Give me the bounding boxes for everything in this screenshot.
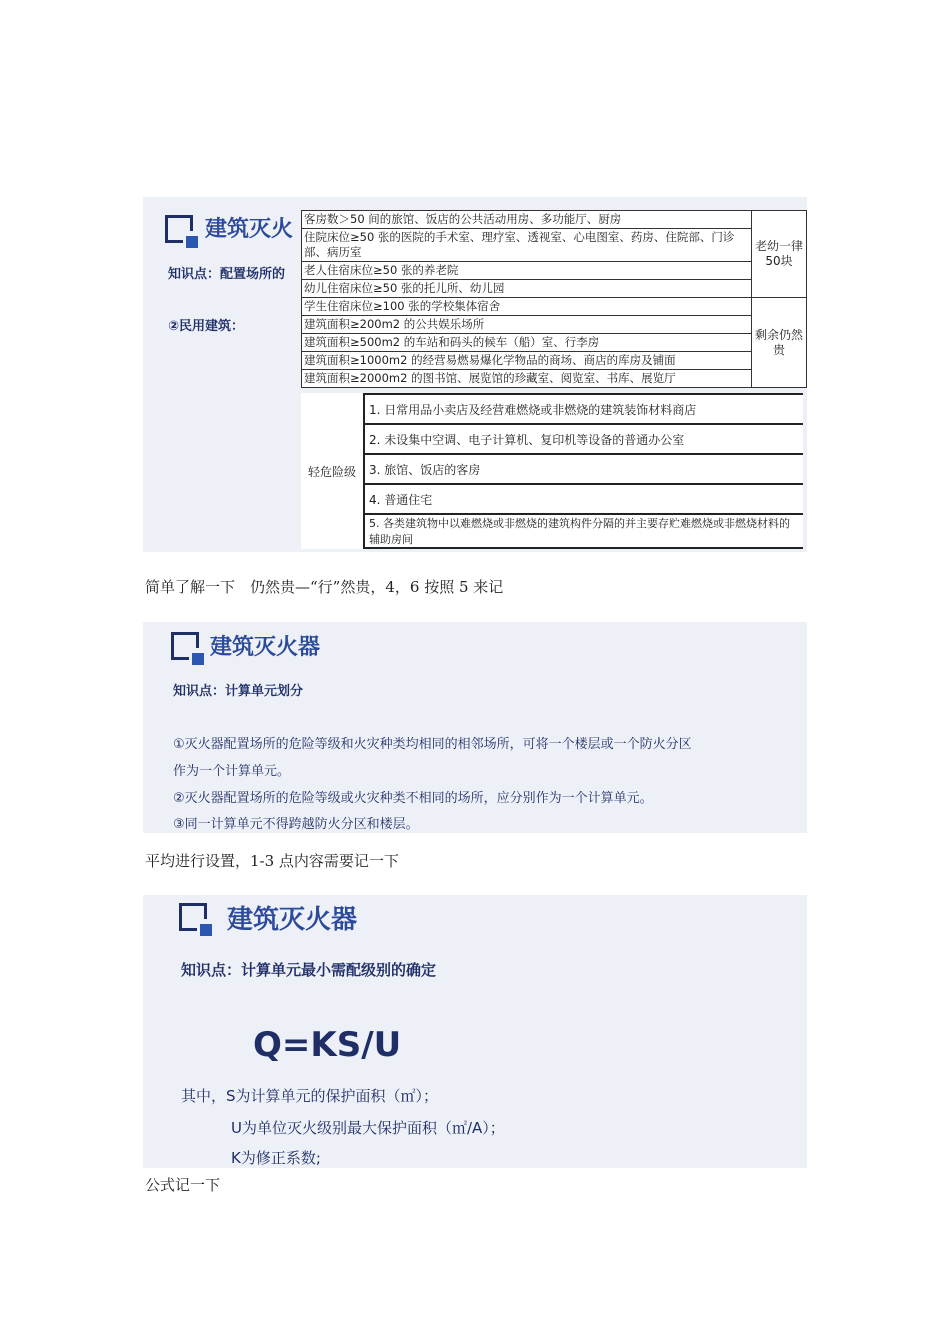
formula-note: 其中，S为计算单元的保护面积（㎡）； xyxy=(181,1087,439,1105)
slide-3 xyxy=(143,895,807,1168)
fire-class-table xyxy=(301,210,807,388)
hazard-level: 轻危险级 xyxy=(301,394,364,548)
slide-title: 建筑灭火器 xyxy=(210,635,321,660)
body-line: ①灭火器配置场所的危险等级和火灾种类均相同的相邻场所，可将一个楼层或一个防火分区 xyxy=(173,737,692,752)
slide-1 xyxy=(143,197,807,552)
slide-title: 建筑灭火 xyxy=(205,217,294,242)
body-line: ②灭火器配置场所的危险等级或火灾种类不相同的场所，应分别作为一个计算单元。 xyxy=(173,791,653,806)
table-row: 5. 各类建筑物中以难燃烧或非燃烧的建筑构件分隔的并主要存贮难燃烧或非燃烧材料的辅助房间 xyxy=(364,514,803,548)
knowledge-point: 知识点：计算单元最小需配级别的确定 xyxy=(181,961,437,979)
table-row: 1. 日常用品小卖店及经营难燃烧或非燃烧的建筑装饰材料商店 xyxy=(364,394,803,424)
table-row: 3. 旅馆、饭店的客房 xyxy=(364,454,803,484)
table-row: 2. 未设集中空调、电子计算机、复印机等设备的普通办公室 xyxy=(364,424,803,454)
formula-note: U为单位灭火级别最大保护面积（㎡/A）； xyxy=(231,1119,505,1137)
caption-1: 简单了解一下 仍然贵—“行”然贵，4，6 按照 5 来记 xyxy=(145,578,504,596)
group-label: 老幼一律50块 xyxy=(752,211,807,298)
knowledge-point: 知识点：计算单元划分 xyxy=(173,684,304,699)
table-row: 幼儿住宿床位≥50 张的托儿所、幼儿园 xyxy=(302,280,752,298)
caption-2: 平均进行设置，1-3 点内容需要记一下 xyxy=(145,852,399,870)
caption-3: 公式记一下 xyxy=(145,1176,221,1194)
table-row: 建筑面积≥200m2 的公共娱乐场所 xyxy=(302,316,752,334)
logo-icon xyxy=(179,903,204,928)
knowledge-point: 知识点：配置场所的 xyxy=(168,267,286,282)
table-row: 老人住宿床位≥50 张的养老院 xyxy=(302,262,752,280)
body-line: ③同一计算单元不得跨越防火分区和楼层。 xyxy=(173,817,419,832)
table-row: 4. 普通住宅 xyxy=(364,484,803,514)
logo-icon xyxy=(165,215,190,240)
slide-2 xyxy=(143,622,807,833)
table-row: 学生住宿床位≥100 张的学校集体宿舍 xyxy=(302,298,752,316)
slide-title: 建筑灭火器 xyxy=(227,905,358,935)
table-row: 建筑面积≥1000m2 的经营易燃易爆化学物品的商场、商店的库房及铺面 xyxy=(302,352,752,370)
logo-icon xyxy=(171,632,196,657)
table-row: 建筑面积≥2000m2 的图书馆、展览馆的珍藏室、阅览室、书库、展览厅 xyxy=(302,370,752,388)
formula: Q=KS/U xyxy=(253,1025,402,1065)
table-row: 建筑面积≥500m2 的车站和码头的候车（船）室、行李房 xyxy=(302,334,752,352)
light-hazard-table xyxy=(301,393,803,549)
section-label: ②民用建筑： xyxy=(168,319,245,334)
table-row: 住院床位≥50 张的医院的手术室、理疗室、透视室、心电图室、药房、住院部、门诊部、病历室 xyxy=(302,229,752,262)
formula-note: K为修正系数; xyxy=(231,1149,321,1167)
body-line: 作为一个计算单元。 xyxy=(173,764,291,779)
table-row: 客房数＞50 间的旅馆、饭店的公共活动用房、多功能厅、厨房 xyxy=(302,211,752,229)
group-label: 剩余仍然贵 xyxy=(752,298,807,388)
